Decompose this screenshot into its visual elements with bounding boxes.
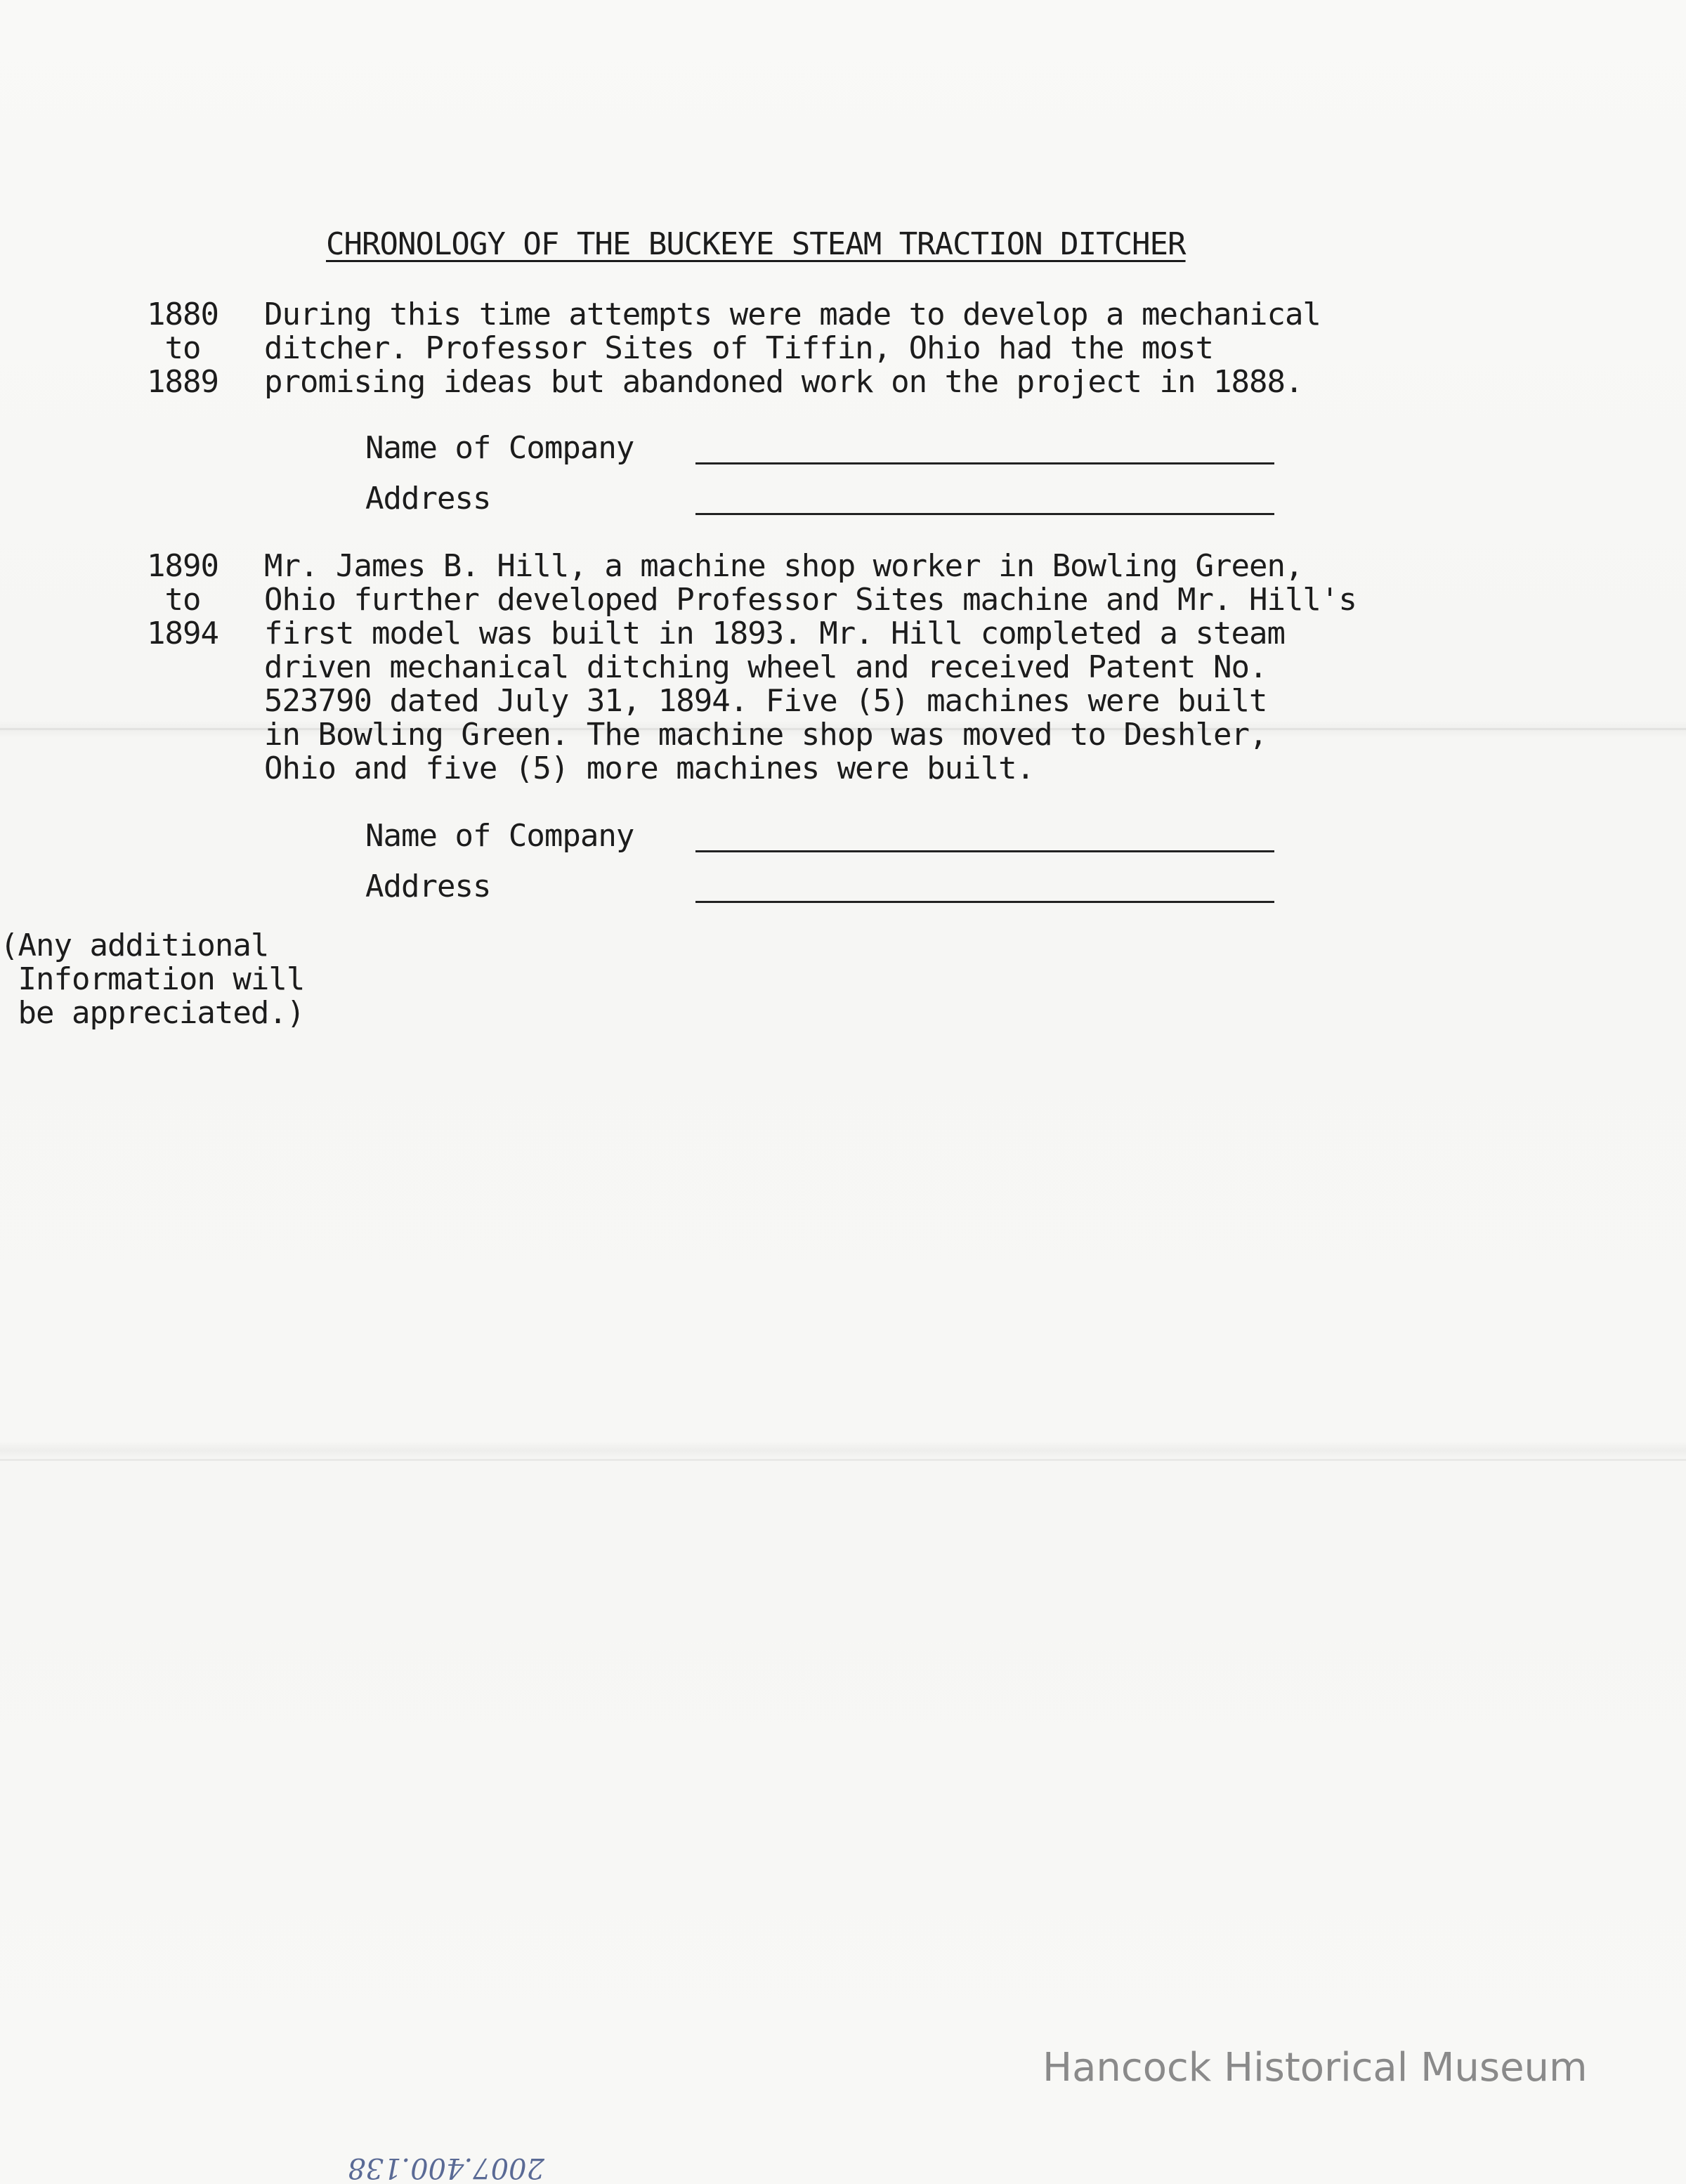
note-line: Information will <box>0 961 305 997</box>
entry-2-year-end: 1894 <box>147 616 218 651</box>
entry-1-year-start: 1880 <box>147 297 218 332</box>
entry-2-line: Ohio and five (5) more machines were built. <box>264 750 1035 786</box>
entry-2-line: driven mechanical ditching wheel and received Patent No. <box>264 649 1267 685</box>
note-line: be appreciated.) <box>0 995 305 1031</box>
entry-2-paragraph <box>264 550 1529 786</box>
entry-2-year-to: to <box>164 582 201 618</box>
entry-1-company-label: Name of Company <box>365 430 634 466</box>
entry-2-line: Ohio further developed Professor Sites machine and Mr. Hill's <box>264 582 1357 618</box>
entry-1-paragraph <box>264 298 1529 399</box>
entry-2-years <box>138 550 228 651</box>
entry-1-line: promising ideas but abandoned work on the project in 1888. <box>264 364 1303 400</box>
entry-1-year-end: 1889 <box>147 364 218 400</box>
entry-2-year-start: 1890 <box>147 548 218 584</box>
entry-1-company-field[interactable] <box>695 462 1274 464</box>
entry-2-address-label: Address <box>365 869 491 904</box>
entry-2-line: in Bowling Green. The machine shop was moved to Deshler, <box>264 717 1267 753</box>
handwritten-accession-number: 2007.400.138 <box>348 2152 544 2184</box>
entry-2-company-label: Name of Company <box>365 818 634 854</box>
entry-2-company-field[interactable] <box>695 850 1274 852</box>
entry-2-address-field[interactable] <box>695 901 1274 903</box>
entry-2-line: Mr. James B. Hill, a machine shop worker in Bowling Green, <box>264 548 1303 584</box>
additional-info-note <box>0 929 365 1030</box>
museum-watermark: Hancock Historical Museum <box>1043 2045 1588 2091</box>
fold-crease-lower <box>0 1459 1686 1461</box>
entry-2-line: first model was built in 1893. Mr. Hill completed a steam <box>264 616 1285 651</box>
entry-2-line: 523790 dated July 31, 1894. Five (5) machines were built <box>264 683 1267 719</box>
entry-1-address-field[interactable] <box>695 513 1274 515</box>
entry-1-line: ditcher. Professor Sites of Tiffin, Ohio had the most <box>264 330 1213 366</box>
entry-1-years <box>138 298 228 399</box>
document-title: CHRONOLOGY OF THE BUCKEYE STEAM TRACTION DITCHER <box>326 226 1186 262</box>
entry-1-address-label: Address <box>365 481 491 516</box>
entry-1-line: During this time attempts were made to develop a mechanical <box>264 297 1321 332</box>
entry-1-year-to: to <box>164 330 201 366</box>
note-line: (Any additional <box>0 928 269 963</box>
